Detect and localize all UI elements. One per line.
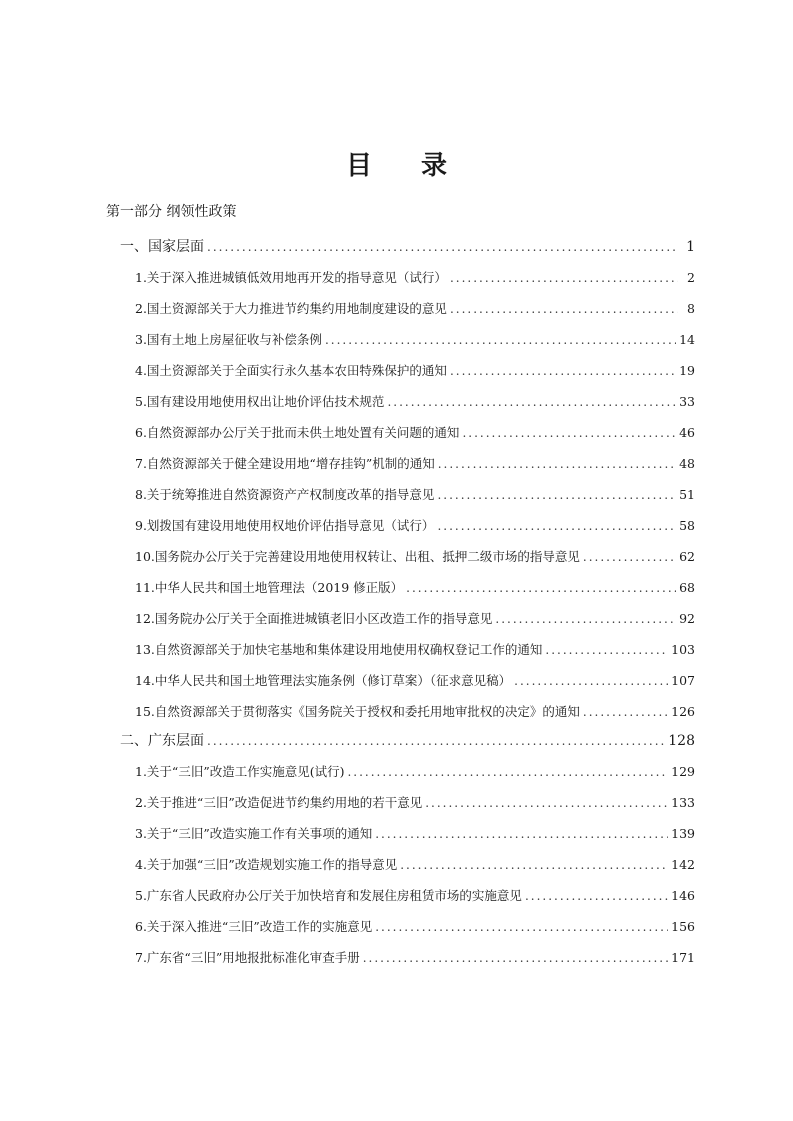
dot-leader bbox=[583, 700, 668, 724]
dot-leader bbox=[437, 483, 676, 507]
toc-page-number: 51 bbox=[679, 487, 695, 502]
toc-entry-label: 12.国务院办公厅关于全面推进城镇老旧小区改造工作的指导意见 bbox=[135, 611, 493, 626]
toc-page-number: 126 bbox=[671, 704, 695, 719]
toc-entry-label: 7.自然资源部关于健全建设用地“增存挂钩”机制的通知 bbox=[135, 456, 435, 471]
dot-leader bbox=[583, 545, 676, 569]
toc-page-number: 107 bbox=[671, 673, 695, 688]
toc-page-number: 68 bbox=[679, 580, 695, 595]
toc-page-number: 14 bbox=[679, 332, 695, 347]
toc-entry-label: 14.中华人民共和国土地管理法实施条例（修订草案）（征求意见稿） bbox=[135, 673, 512, 688]
toc-entry[interactable] bbox=[135, 266, 695, 290]
toc-page-number: 1 bbox=[686, 239, 695, 255]
toc-entry[interactable] bbox=[135, 638, 695, 662]
dot-leader bbox=[525, 884, 668, 908]
toc-page-number: 128 bbox=[668, 733, 695, 749]
toc-section-guangdong[interactable] bbox=[120, 729, 695, 753]
toc-page-number: 62 bbox=[679, 549, 695, 564]
dot-leader bbox=[375, 915, 668, 939]
dot-leader bbox=[400, 853, 668, 877]
toc-entry-label: 4.关于加强“三旧”改造规划实施工作的指导意见 bbox=[135, 857, 398, 872]
toc-entry[interactable] bbox=[135, 545, 695, 569]
toc-entry[interactable] bbox=[135, 946, 695, 970]
toc-page-number: 58 bbox=[679, 518, 695, 533]
toc-page-number: 33 bbox=[679, 394, 695, 409]
dot-leader bbox=[495, 607, 676, 631]
toc-entry[interactable] bbox=[135, 483, 695, 507]
toc-page-number: 8 bbox=[687, 301, 695, 316]
toc-entry-label: 6.自然资源部办公厅关于批而未供土地处置有关问题的通知 bbox=[135, 425, 460, 440]
toc-page-number: 142 bbox=[671, 857, 695, 872]
toc-entry[interactable] bbox=[135, 421, 695, 445]
toc-entry[interactable] bbox=[135, 700, 695, 724]
toc-page-number: 156 bbox=[671, 919, 695, 934]
dot-leader bbox=[438, 452, 676, 476]
toc-entry[interactable] bbox=[135, 853, 695, 877]
toc-entry[interactable] bbox=[135, 791, 695, 815]
toc-section-label: 一、国家层面 bbox=[120, 239, 204, 255]
toc-entry-label: 8.关于统筹推进自然资源资产产权制度改革的指导意见 bbox=[135, 487, 435, 502]
toc-entry-label: 10.国务院办公厅关于完善建设用地使用权转让、出租、抵押二级市场的指导意见 bbox=[135, 549, 580, 564]
toc-entry-label: 5.国有建设用地使用权出让地价评估技术规范 bbox=[135, 394, 385, 409]
toc-page-number: 92 bbox=[679, 611, 695, 626]
dot-leader bbox=[363, 946, 668, 970]
toc-page-number: 133 bbox=[671, 795, 695, 810]
dot-leader bbox=[545, 638, 668, 662]
toc-entry-label: 4.国土资源部关于全面实行永久基本农田特殊保护的通知 bbox=[135, 363, 447, 378]
toc-page-number: 103 bbox=[671, 642, 695, 657]
dot-leader bbox=[437, 514, 676, 538]
dot-leader bbox=[406, 576, 676, 600]
toc-entry[interactable] bbox=[135, 607, 695, 631]
toc-page-number: 2 bbox=[687, 270, 695, 285]
toc-entry[interactable] bbox=[135, 760, 695, 784]
toc-entry[interactable] bbox=[135, 297, 695, 321]
dot-leader bbox=[462, 421, 676, 445]
toc-entry-label: 1.关于“三旧”改造工作实施意见(试行) bbox=[135, 764, 345, 779]
toc-entry-label: 13.自然资源部关于加快宅基地和集体建设用地使用权确权登记工作的通知 bbox=[135, 642, 543, 657]
toc-page-number: 48 bbox=[679, 456, 695, 471]
toc-entry-label: 9.划拨国有建设用地使用权地价评估指导意见（试行） bbox=[135, 518, 435, 533]
toc-entry[interactable] bbox=[135, 390, 695, 414]
toc-page-number: 139 bbox=[671, 826, 695, 841]
toc-entry-label: 11.中华人民共和国土地管理法（2019 修正版） bbox=[135, 580, 404, 595]
dot-leader bbox=[514, 669, 668, 693]
toc-entry-label: 2.关于推进“三旧”改造促进节约集约用地的若干意见 bbox=[135, 795, 423, 810]
toc-entry-label: 2.国土资源部关于大力推进节约集约用地制度建设的意见 bbox=[135, 301, 447, 316]
toc-entry-label: 6.关于深入推进“三旧”改造工作的实施意见 bbox=[135, 919, 373, 934]
toc-entry-label: 15.自然资源部关于贯彻落实《国务院关于授权和委托用地审批权的决定》的通知 bbox=[135, 704, 580, 719]
dot-leader bbox=[207, 729, 665, 753]
dot-leader bbox=[450, 266, 678, 290]
toc-entry[interactable] bbox=[135, 576, 695, 600]
toc-entry[interactable] bbox=[135, 669, 695, 693]
dot-leader bbox=[347, 760, 668, 784]
toc-entry[interactable] bbox=[135, 915, 695, 939]
page-title: 目 录 bbox=[345, 151, 468, 181]
dot-leader bbox=[450, 359, 676, 383]
toc-page-number: 146 bbox=[671, 888, 695, 903]
toc-page-number: 171 bbox=[671, 950, 695, 965]
dot-leader bbox=[425, 791, 668, 815]
toc-page-number: 19 bbox=[679, 363, 695, 378]
dot-leader bbox=[207, 235, 678, 259]
toc-page-number: 129 bbox=[671, 764, 695, 779]
toc-entry-label: 3.关于“三旧”改造实施工作有关事项的通知 bbox=[135, 826, 373, 841]
dot-leader bbox=[450, 297, 678, 321]
dot-leader bbox=[387, 390, 676, 414]
toc-entry[interactable] bbox=[135, 359, 695, 383]
dot-leader bbox=[325, 328, 676, 352]
toc-entry[interactable] bbox=[135, 452, 695, 476]
toc-section-national[interactable] bbox=[120, 235, 695, 259]
toc-entry-label: 3.国有土地上房屋征收与补偿条例 bbox=[135, 332, 322, 347]
toc-entry[interactable] bbox=[135, 822, 695, 846]
toc-entry-label: 7.广东省“三旧”用地报批标准化审查手册 bbox=[135, 950, 360, 965]
part-heading: 第一部分 纲领性政策 bbox=[106, 204, 237, 220]
toc-entry[interactable] bbox=[135, 884, 695, 908]
toc-entry[interactable] bbox=[135, 328, 695, 352]
toc-section-label: 二、广东层面 bbox=[120, 733, 204, 749]
toc-entry-label: 1.关于深入推进城镇低效用地再开发的指导意见（试行） bbox=[135, 270, 447, 285]
toc-page-number: 46 bbox=[679, 425, 695, 440]
toc-entry[interactable] bbox=[135, 514, 695, 538]
dot-leader bbox=[375, 822, 668, 846]
toc-entry-label: 5.广东省人民政府办公厅关于加快培育和发展住房租赁市场的实施意见 bbox=[135, 888, 522, 903]
